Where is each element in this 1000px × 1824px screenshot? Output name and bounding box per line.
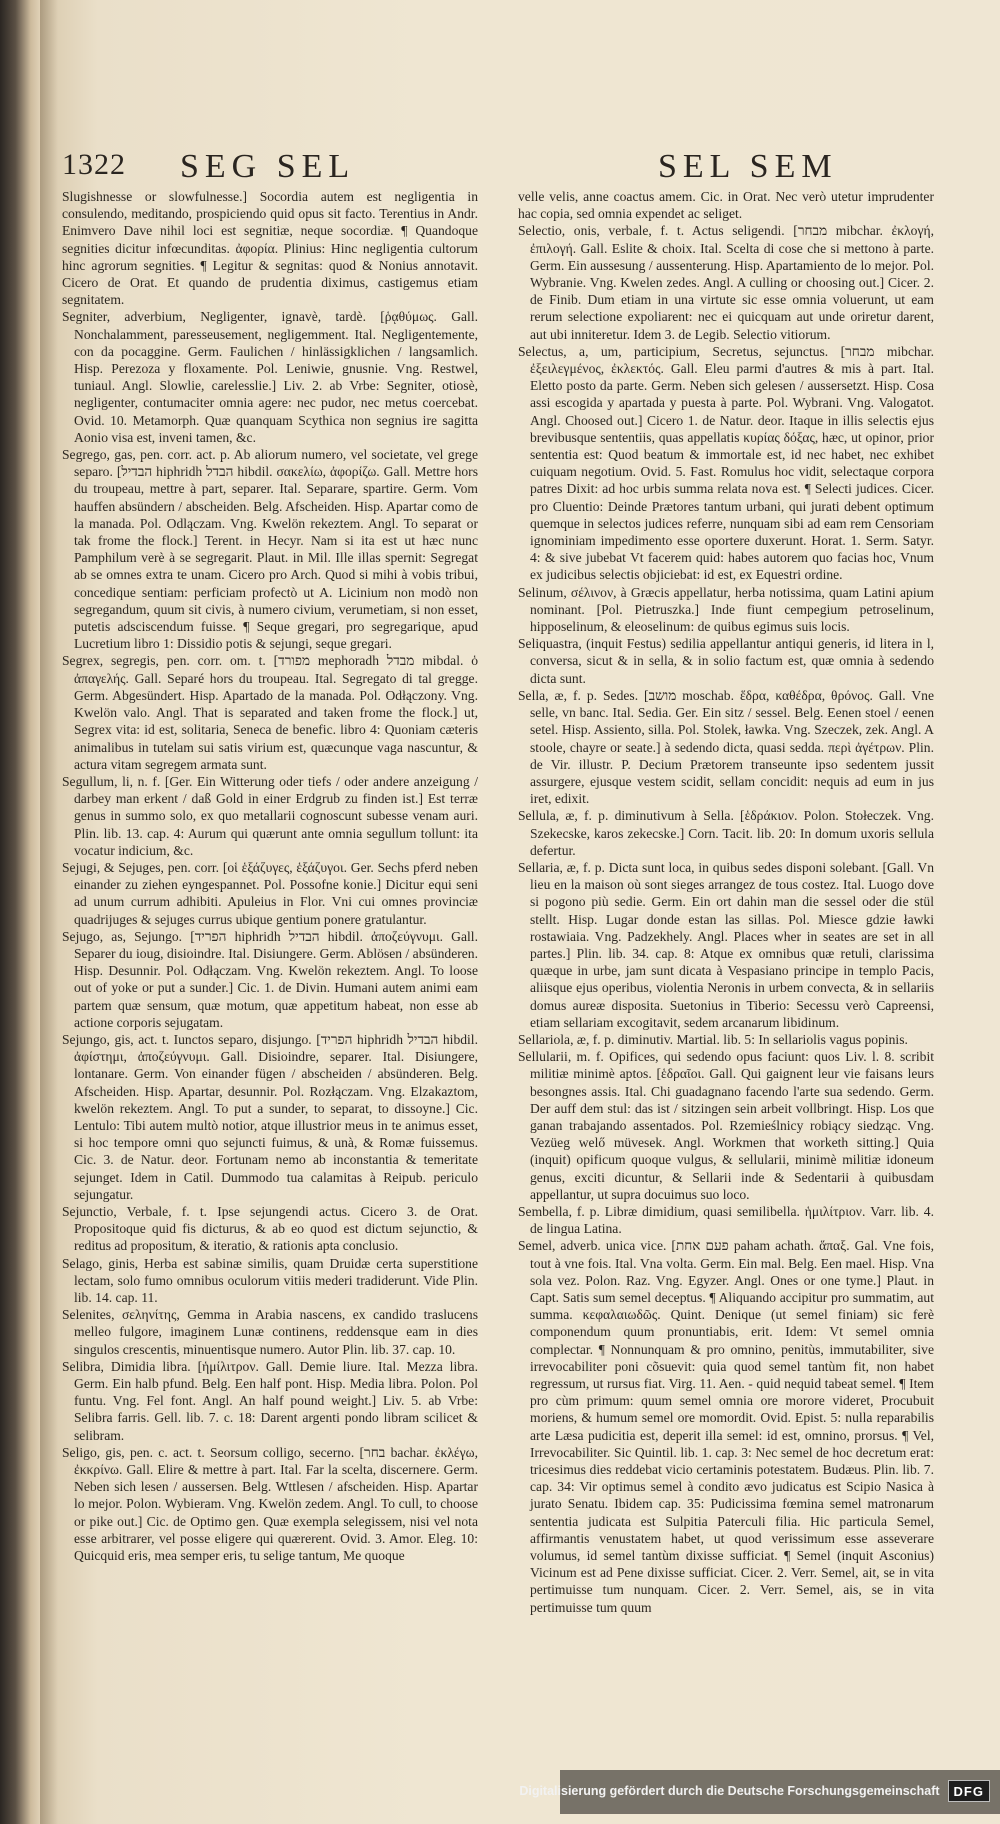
entry-segniter: Segniter, adverbium, Negligenter, ignavè, tardè. [ῥᾳθύμως. Gall. Nonchalamment, paresseusement, negligemment. Ital. Negligentemente, con da pocaggine. Germ. Faulichen / hinlässigklichen / langsamlich. Hisp. Perezoza y floxamente. Pol. Leniwie, gnusnie. Vng. Restwel, tuniaul. Angl. Slowlie, carelesslie.] Liv. 2. ab Vrbe: Segniter, otiosè, negligenter, contumaciter omnia agere: nec pudor, nec metus coercebat. Ovid. 10. Metamorph. Quæ quanquam Scythica non segnius ire sagitta Aonio visa est, inveni tamen, &c.	[62, 309, 478, 445]
entry-continuation: velle velis, anne coactus amem. Cic. in Orat. Nec verò utetur imprudenter hac copia, sed omnia expendet ac seliget.	[518, 189, 934, 222]
entry-segrego: Segrego, gas, pen. corr. act. p. Ab aliorum numero, vel societate, vel grege separo. [הבדיל hiphridh הבדל hibdil. σακελίω, ἀφορίζω. Gall. Mettre hors du troupeau, mettre à part, separer. Ital. Separare, spartire. Germ. Vom hauffen absündern / abscheiden. Belg. Afscheiden. Hisp. Apartar como de la manada. Pol. Odlączam. Vng. Kwelön rekeztem. Angl. To separat or tak frome the flock.] Terent. in Hecyr. Nam si ita est ut hæc nunc Pamphilum verè à se segregarit. Plaut. in Mil. Ille illas spernit: Segregat ab se omnes extra te unam. Cicero pro Arch. Quod si mihi à vobis tribui, concedique sentiam: perficiam profectò ut A. Licinium non modò non segregandum, quum sit civis, à numero civium, verumetiam, si non esset, putetis adsciscendum fuisse. ¶ Seque gregari, pro segregarique, apud Lucretium libro 1: Dissidio potis & sejungi, seque gregari.	[62, 447, 478, 652]
left-column	[62, 188, 478, 1564]
book-page	[40, 0, 1000, 1824]
entry-seligo: Seligo, gis, pen. c. act. t. Seorsum colligo, secerno. [בחר bachar. ἐκλέγω, ἐκκρίνω. Gall. Elire & mettre à part. Ital. Far la scelta, discernere. Germ. Neben sich lesen / aussersen. Belg. Wttlesen / afscheiden. Hisp. Apartar lo mejor. Polon. Wybieram. Vng. Kwelön zedem. Angl. To cull, to choose or pike out.] Cic. de Optimo gen. Quæ exempla selegissem, nisi vel nota esse arbitrarer, vel posse eligere qui quærerent. Ovid. 3. Amor. Eleg. 10: Quicquid eris, mea semper eris, tu selige tantum, Me quoque	[62, 1444, 478, 1564]
entry-continuation: Slugishnesse or slowfulnesse.] Socordia autem est negligentia in consulendo, meditando, prospiciendo quid opus sit facto. Terentius in Andr. Enimvero Dave nihil loci est segnitiæ, neque socordiæ. ¶ Quandoque segnities dicitur infœcunditas. ἀφορία. Plinius: Hinc negligentia cultorum hinc agrorum segnities. ¶ Legitur & segnitas: quod & Nonius annotavit. Cicero de Orat. Et quando de prudentia diximus, castigemus etiam segnitatem.	[62, 189, 478, 308]
entry-sejunctio: Sejunctio, Verbale, f. t. Ipse sejungendi actus. Cicero 3. de Orat. Propositoque quid fis dicturus, & ab eo quod est dictum sejunctio, & reditus ad propositum, & iteratio, & rationis apta conclusio.	[62, 1203, 478, 1254]
entry-sembella: Sembella, f. p. Libræ dimidium, quasi semilibella. ἡμιλίτριον. Varr. lib. 4. de lingua Latina.	[518, 1203, 934, 1237]
entry-selectio: Selectio, onis, verbale, f. t. Actus seligendi. [מבחר mibchar. ἐκλογή, ἐπιλογή. Gall. Eslite & choix. Ital. Scelta di cose che si mettono à parte. Germ. Ein aussesung / aussenterung. Hisp. Apartamiento de lo mejor. Pol. Wybranie. Vng. Kwelen zedes. Angl. A culling or choosing out.] Cicer. 2. de Finib. Dum etiam in una virtute sic esse omnia voluerunt, ut eam rerum selectione expoliarent: nec ei quicquam aut unde oriretur darent, aut ubi inniteretur. Idem 3. de Legib. Selectio vitiorum.	[518, 223, 934, 342]
funding-notice: Digitalisierung gefördert durch die Deutsche Forschungsgemeinschaft	[519, 1784, 940, 1798]
book-edge	[0, 0, 44, 1824]
entry-sellula: Sellula, æ, f. p. diminutivum à Sella. [ἑδράκιον. Polon. Stołeczek. Vng. Szekecske, karos zekecske.] Corn. Tacit. lib. 20: In domum uxoris sellula defertur.	[518, 808, 934, 858]
entry-sejugi: Sejugi, & Sejuges, pen. corr. [οἱ ἑξάζυγες, ἑξάζυγοι. Ger. Sechs pferd neben einander zu ziehen eyngespannet. Pol. Possofne konie.] Dicitur equi seni ad unum currum adhibiti. Apuleius in Flor. Vni cui omnes provinciæ quadrijuges & sejuges currus ubique gentium ponere gratulantur.	[62, 859, 478, 927]
running-head-right: SEL SEM	[658, 148, 838, 185]
dfg-logo: DFG	[948, 1780, 990, 1802]
running-head-left: SEG SEL	[180, 148, 356, 185]
entry-semel: Semel, adverb. unica vice. [פעם אחת paham achath. ἅπαξ. Gal. Vne fois, tout à vne fois. Ital. Vna volta. Germ. Ein mal. Belg. Een mael. Hisp. Vna sola vez. Polon. Raz. Vng. Egyzer. Angl. Ones or one tyme.] Plaut. in Capt. Satis sum semel deceptus. ¶ Aliquando accipitur pro summatim, aut summa. κεφαλαιωδῶς. Quint. Denique (ut semel finiam) sic ferè componendum quum pronuntiabis, erit. Idem: Vt semel omnia complectar. ¶ Nonnunquam & pro omnino, penitùs, immutabiliter, sive irrevocabiliter poni cõsuevit: quia quod semel tantùm fit, non habet regressum, ut rursus fiat. Virg. 11. Aen. - quid nequid tabeat semel. ¶ Item pro cùm primum: quum semel omnia ore morore videret, Procubuit moriens, & humum semel ore momordit. Ovid. Epist. 5: nulla reparabilis arte Læsa pudicitia est, deperit illa semel: id est, omnino, prorsus. ¶ Vel, Irrevocabiliter. Sic Quintil. lib. 1. cap. 3: Nec semel de hoc decretum erat: tricesimus dies reddebat vicio certaminis potestatem. Budæus. Plin. lib. 7. cap. 34: Vir optimus semel à condito ævo judicatus est Scipio Nasica à jurato Senatu. Ibidem cap. 35: Pudicissima fœmina semel matronarum sententia judicata est Sulpitia Paterculi filia. Hic particula Semel, affirmantis venustatem habet, ut quod verissimum esse asseverare volumus, id semel tantùm dixisse sufficiat. ¶ Semel (inquit Asconius) Vicinum est ad Pene dixisse sufficiat. Cicer. 2. Verr. Semel, ait, se in vita pertimuisse tum nunquam. Cicer. 2. Verr. Semel, ais, se in vita pertimuisse tum quum	[518, 1238, 934, 1615]
entry-sella: Sella, æ, f. p. Sedes. [מושב moschab. ἕδρα, καθέδρα, θρόνος. Gall. Vne selle, vn banc. Ital. Sedia. Ger. Ein sitz / sessel. Belg. Eenen stoel / eenen setel. Hisp. Assiento, silla. Pol. Stolek, ławka. Vng. Szeczek, zek. Angl. A stoole, chayre or seate.] à sedendo dicta, quasi sedda. περὶ ἀγέτρων. Plin. de Vir. illustr. P. Decium Prætorem transeunte ipso sedentem jussit assurgere, ejusque vestem scidit, sellam concidit: nequis ad eum in jus iret, edixit.	[518, 687, 934, 807]
page-fold-shadow	[40, 0, 58, 1824]
entry-sellularii: Sellularii, m. f. Opifices, qui sedendo opus faciunt: quos Liv. l. 8. scribit militiæ minimè aptos. [ἑδραῖοι. Gall. Qui gaignent leur vie faisans leurs besongnes assis. Ital. Chi guadagnano facendo l'arte sua sedendo. Germ. Der auff dem stul: das ist / sitzingen sein arbeit vollbringt. Hisp. Los que ganan trabajando assentados. Pol. Rzemieślnicy robiący siedząc. Vng. Vezüeg welő müvesek. Angl. Workmen that worketh sitting.] Quia (inquit) opificum quoque vulgus, & sellularii, minimè militiæ idoneum genus, exciti dicuntur, & Sellarii inde & Sedentarii à quibusdam appellantur, ut supra docuimus suo loco.	[518, 1049, 934, 1202]
entry-sejungo: Sejungo, gis, act. t. Iunctos separo, disjungo. [הפריד hiphridh הבדיל hibdil. ἀφίστημι, ἀποζεύγνυμι. Gall. Disioindre, separer. Ital. Disiungere, lontanare. Germ. Von einander fügen / abscheiden / absünderen. Belg. Afscheiden. Hisp. Apartar, desunnir. Pol. Rozłączam. Vng. Elzakaztom, kwelön rekeztem. Angl. To put a sunder, to separat, to dissoyne.] Cic. Lentulo: Tibi autem multò notior, atque illustrior meus in te animus esset, si hoc tempore omni quo sejuncti fuimus, & unà, & Romæ fuissemus. Cic. 3. de Natur. deor. Fortunam nemo ab inconstantia & temeritate sejunget. Idem in Catil. Dummodo tua calamitas à Reipub. periculo sejungatur.	[62, 1031, 478, 1202]
digitization-stamp	[519, 1774, 990, 1808]
entry-sellaria: Sellaria, æ, f. p. Dicta sunt loca, in quibus sedes disponi solebant. [Gall. Vn lieu en la maison où sont sieges arrangez de tous costez. Ital. Luogo dove si pogono più sedie. Germ. Ein ort dahin man die sessel oder die stül stellt. Hisp. Lugar donde estan las sillas. Pol. Miesce gdzie ławki rostawiaia. Vng. Padzekhely. Angl. Places wher in seates are set in all partes.] Plin. lib. 34. cap. 8: Atque ex omnibus quæ retuli, clarissima quæque in urbe, jam sunt dicata à Vespasiano principe in templo Pacis, aliisque ejus operibus, violentia Neronis in urbem convecta, & in sellariis domus aureæ disposita. Suetonius in Tiberio: Secessu verò Capreensi, etiam sellariam excogitavit, sedem arcanarum libidinum.	[518, 859, 934, 1030]
entry-selago: Selago, ginis, Herba est sabinæ similis, quam Druidæ certa superstitione lectam, solo fumo omnibus oculorum vitiis mederi tradiderunt. Vide Plin. lib. 14. cap. 11.	[62, 1255, 478, 1305]
entry-seliquastra: Seliquastra, (inquit Festus) sedilia appellantur antiqui generis, id litera in l, conversa, sicut & in sella, & in solio factum est, quæ omnia à sedendo dicta sunt.	[518, 636, 934, 686]
entry-sejugo: Sejugo, as, Sejungo. [הפריד hiphridh הבדיל hibdil. ἀποζεύγνυμι. Gall. Separer du ioug, disioindre. Ital. Disiungere. Germ. Ablösen / absünderen. Hisp. Desunnir. Pol. Odłączam. Vng. Kwelön rekeztem. Angl. To loose out of yoke or put a sunder.] Cic. 1. de Divin. Humani autem animi eam partem quæ sensum, quæ motum, quæ appetitum habeat, non esse ab actione corporis sejugatam.	[62, 928, 478, 1030]
entry-segrex: Segrex, segregis, pen. corr. om. t. [מפורד mephoradh מבדל mibdal. ὁ ἀπαγελής. Gall. Separé hors du troupeau. Ital. Segregato di tal gregge. Germ. Abgesündert. Hisp. Apartado de la manada. Pol. Odłączony. Vng. Kwelön valo. Angl. That is separated and taken frome the flock.] ut, Segrex vita: id est, solitaria, Seneca de benefic. libro 4: Quoniam cæteris animalibus in tutelam sui satis virium est, quæcunque vaga nascuntur, & actura vitam segregem armata sunt.	[62, 653, 478, 772]
entry-segullum: Segullum, li, n. f. [Ger. Ein Witterung oder tiefs / oder andere anzeigung / darbey man erkent / daß Gold in einer Erdgrub zu finden ist.] Est terræ genus in summo solo, ex quo metallarii cognoscunt subesse venam auri. Plin. lib. 13. cap. 4: Aurum qui quærunt ante omnia segullum tollunt: ita vocatur indicium, &c.	[62, 773, 478, 858]
entry-selibra: Selibra, Dimidia libra. [ἡμίλιτρον. Gall. Demie liure. Ital. Mezza libra. Germ. Ein halb pfund. Belg. Een half pont. Hisp. Media libra. Polon. Pol funtu. Vng. Fel font. Angl. An half pound weight.] Liv. 5. ab Vrbe: Selibra farris. Gell. lib. 7. c. 18: Darent argenti pondo libram scilicet & selibram.	[62, 1358, 478, 1443]
entry-selenites: Selenites, σεληνίτης, Gemma in Arabia nascens, ex candido traslucens melleo fulgore, imaginem Lunæ continens, reddensque eam in dies singulos crescentis, minuentisque numero. Autor Plin. lib. 37. cap. 10.	[62, 1307, 478, 1357]
page-number: 1322	[62, 148, 126, 181]
page-header	[40, 148, 1000, 188]
right-column	[518, 188, 934, 1616]
entry-selinum: Selinum, σέλινον, à Græcis appellatur, herba notissima, quam Latini apium nominant. [Pol. Pietruszka.] Inde fiunt cempegium petroselinum, hipposelinum, & eleoselinum: de quibus egimus suis locis.	[518, 584, 934, 635]
entry-sellariola: Sellariola, æ, f. p. diminutiv. Martial. lib. 5: In sellariolis vagus popinis.	[518, 1031, 908, 1047]
entry-selectus: Selectus, a, um, participium, Secretus, sejunctus. [מבחר mibchar. ἐξειλεγμένος, ἐκλεκτός. Gall. Eleu parmi d'autres & mis à part. Ital. Eletto posto da parte. Germ. Neben sich gelesen / aussersetzt. Hisp. Cosa assi escogida y apartada y puesta à parte. Pol. Wybrani. Vng. Valogatot. Angl. Choosed out.] Cicero 1. de Natur. deor. Itaque in illis selectis ejus brevibusque sententiis, quas appellatis κυρίας δόξας, hæc, ut opinor, prior sententia est: Quod beatum & immortale est, id nec habet, nec exhibet cuiquam negotium. Ovid. 5. Fast. Romulus hoc vidit, selectaque corpora patres Dixit: ad hoc urbis summa relata nova est. ¶ Selecti judices. Cicer. pro Cluentio: Deinde Prætores tantum urbani, qui jurati debent optimum quemque in selectos judices referre, nunquam sibi ad eam rem Censoriam ignominiam impedimento esse oportere duxerunt. Horat. 1. Serm. Satyr. 4: & sive jubebat Vt facerem quid: habes autorem quo facias hoc, Vnum ex judicibus selectis objiciebat: id est, ex Equestri ordine.	[518, 343, 934, 583]
